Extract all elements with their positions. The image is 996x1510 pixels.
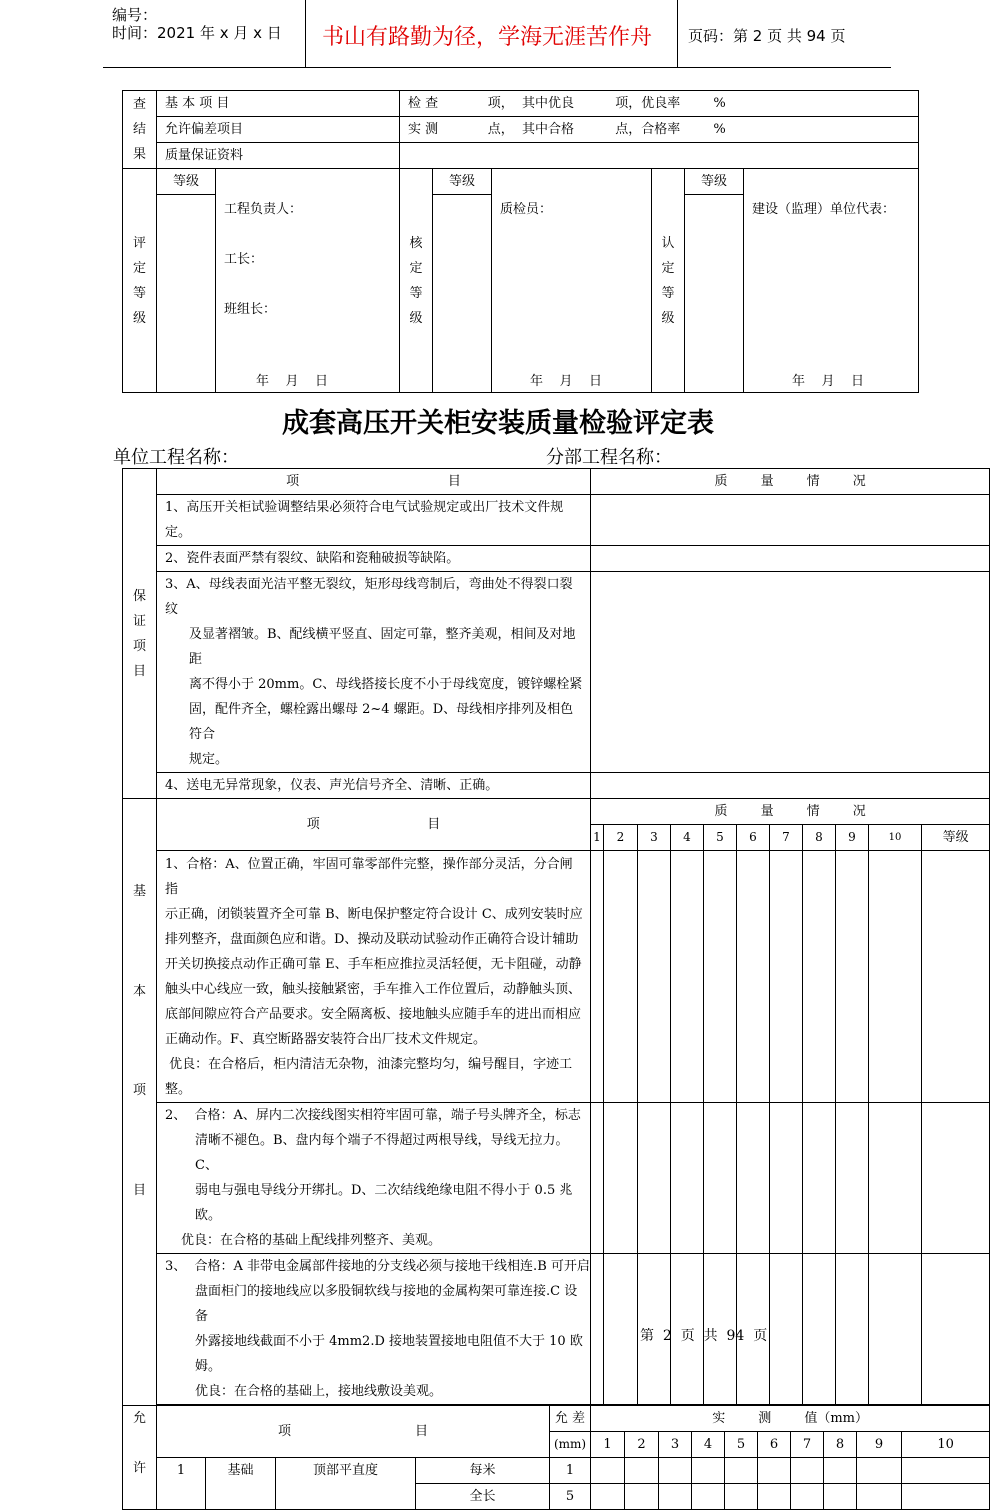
guarantee-item-4: 4、送电无异常现象，仪表、声光信号齐全、清晰、正确。 bbox=[157, 773, 591, 799]
basic-cell bbox=[836, 1103, 869, 1254]
basic-cell bbox=[869, 851, 922, 1103]
tol-cell bbox=[758, 1484, 791, 1510]
basic-cell bbox=[591, 851, 604, 1103]
eval-signatures: 工程负责人： 工长： 班组长： 年 月 日 bbox=[216, 169, 400, 393]
guarantee-quality-header: 质 量 情 况 bbox=[591, 469, 990, 495]
confirm-grade-value bbox=[685, 195, 744, 393]
quality-docs-content bbox=[400, 143, 919, 169]
guarantee-item-2: 2、瓷件表面严禁有裂纹、缺陷和瓷釉破损等缺陷。 bbox=[157, 546, 591, 572]
tol-col-5: 5 bbox=[725, 1432, 758, 1458]
basic-cell bbox=[922, 1254, 990, 1405]
basic-col-5: 5 bbox=[704, 825, 737, 851]
tolerance-sub-value-1: 1 bbox=[550, 1458, 591, 1484]
basic-col-3: 3 bbox=[638, 825, 671, 851]
tol-cell bbox=[692, 1484, 725, 1510]
tol-cell bbox=[725, 1484, 758, 1510]
basic-cell bbox=[737, 1103, 770, 1254]
tolerance-sub-value-2: 5 bbox=[550, 1484, 591, 1510]
basic-cell bbox=[671, 851, 704, 1103]
tol-col-6: 6 bbox=[758, 1432, 791, 1458]
tol-cell bbox=[625, 1458, 659, 1484]
sub-project-label: 分部工程名称： bbox=[546, 447, 672, 468]
basic-col-7: 7 bbox=[770, 825, 803, 851]
tolerance-row-name: 顶部平直度 bbox=[276, 1458, 416, 1510]
basic-cell bbox=[922, 1103, 990, 1254]
tol-col-10: 10 bbox=[902, 1432, 990, 1458]
basic-cell bbox=[869, 1103, 922, 1254]
basic-col-10: 10 bbox=[869, 825, 922, 851]
basic-cell bbox=[591, 1103, 604, 1254]
tol-cell bbox=[591, 1484, 625, 1510]
page-footer: 第 2 页 共 94 页 bbox=[640, 1328, 768, 1344]
guarantee-side-label: 保 证 项 目 bbox=[123, 469, 157, 799]
basic-cell bbox=[922, 851, 990, 1103]
confirm-signatures: 建设（监理）单位代表： 年 月 日 bbox=[744, 169, 919, 393]
basic-cell bbox=[604, 1103, 638, 1254]
tolerance-sub-label-2: 全长 bbox=[416, 1484, 550, 1510]
tol-cell bbox=[591, 1458, 625, 1484]
basic-item-content: 检 查 项， 其中优良 项，优良率 % bbox=[400, 91, 919, 117]
basic-item-3: 3、 合格：A 非带电金属部件接地的分支线必须与接地干线相连.B 可开启 盘面柜门的接地线应以多股铜软线与接地的金属构架可靠连接.C 设备 外露接地线截面不小于 4mm2.D 接地装置接地电阻值不大于 10 欧姆。 优良：在合格的基础上，接地线敷设美观。 bbox=[157, 1254, 591, 1405]
tolerance-row-no: 1 bbox=[157, 1458, 206, 1510]
tol-cell bbox=[857, 1484, 902, 1510]
basic-item-header: 项 目 bbox=[157, 799, 591, 851]
tol-cell bbox=[902, 1458, 990, 1484]
basic-cell bbox=[803, 851, 836, 1103]
quality-table bbox=[122, 468, 990, 1510]
guarantee-quality-3 bbox=[591, 572, 990, 773]
tol-col-9: 9 bbox=[857, 1432, 902, 1458]
basic-col-2: 2 bbox=[604, 825, 638, 851]
guarantee-item-1: 1、高压开关柜试验调整结果必须符合电气试验规定或出厂技术文件规定。 bbox=[157, 495, 591, 546]
tolerance-sub-label-1: 每米 bbox=[416, 1458, 550, 1484]
basic-cell bbox=[770, 851, 803, 1103]
basic-item-1: 1、合格：A、位置正确，牢固可靠零部件完整，操作部分灵活，分合闸指 示正确，闭锁装置齐全可靠 B、断电保护整定符合设计 C、成列安装时应 排列整齐，盘面颜色应和谐。D、操动及联动试验动作正确符合设计辅助 开关切换接点动作正确可靠 E、手车柜应推拉灵活轻便，无卡阻碰，动静 触头中心线应一致，触头接触紧密，手车推入工作位置后，动静触头顶、 底部间隙应符合产品要求。安全隔离板、接地触头应随手车的进出而相应 正确动作。F、真空断路器安装符合出厂技术文件规定。 优良：在合格后，柜内清洁无杂物，油漆完整均匀，编号醒目，字迹工 整。 bbox=[157, 851, 591, 1103]
tol-cell bbox=[824, 1484, 857, 1510]
tol-cell bbox=[902, 1484, 990, 1510]
tol-cell bbox=[625, 1484, 659, 1510]
basic-cell bbox=[704, 1103, 737, 1254]
tol-cell bbox=[791, 1484, 824, 1510]
basic-col-1: 1 bbox=[591, 825, 604, 851]
guarantee-item-3: 3、A、母线表面光洁平整无裂纹，矩形母线弯制后，弯曲处不得裂口裂纹 及显著褶皱。B、配线横平竖直、固定可靠，整齐美观，相间及对地距 离不得小于 20mm。C、母线搭接长度不小于母线宽度，镀锌螺栓紧 固，配件齐全，螺栓露出螺母 2~4 螺距。D、母线相序排列及相色符合 规定。 bbox=[157, 572, 591, 773]
basic-cell bbox=[591, 1254, 604, 1405]
basic-cell bbox=[604, 851, 638, 1103]
guarantee-quality-1 bbox=[591, 495, 990, 546]
unit-project-label: 单位工程名称： bbox=[113, 447, 239, 468]
tol-cell bbox=[824, 1458, 857, 1484]
basic-cell bbox=[869, 1254, 922, 1405]
basic-cell bbox=[737, 851, 770, 1103]
tol-cell bbox=[725, 1458, 758, 1484]
basic-cell bbox=[704, 851, 737, 1103]
basic-col-9: 9 bbox=[836, 825, 869, 851]
quality-docs-label: 质量保证资料 bbox=[157, 143, 400, 169]
verify-signatures: 质检员： 年 月 日 bbox=[492, 169, 652, 393]
tolerance-measured-header: 实 测 值（mm） bbox=[591, 1406, 990, 1432]
basic-cell bbox=[836, 1254, 869, 1405]
tol-cell bbox=[791, 1458, 824, 1484]
basic-cell bbox=[638, 851, 671, 1103]
tolerance-unit-header: (mm) bbox=[550, 1432, 591, 1458]
tolerance-side-label: 允 许 bbox=[123, 1406, 157, 1510]
basic-cell bbox=[836, 851, 869, 1103]
basic-item-label: 基 本 项 目 bbox=[157, 91, 400, 117]
tol-col-4: 4 bbox=[692, 1432, 725, 1458]
tolerance-row-category: 基础 bbox=[206, 1458, 276, 1510]
basic-col-8: 8 bbox=[803, 825, 836, 851]
confirm-grade-label: 认 定 等 级 bbox=[652, 169, 685, 393]
basic-side-label: 基 本 项 目 bbox=[123, 799, 157, 1406]
basic-col-4: 4 bbox=[671, 825, 704, 851]
tol-col-8: 8 bbox=[824, 1432, 857, 1458]
eval-grade-label: 评 定 等 级 bbox=[123, 169, 157, 393]
tol-cell bbox=[758, 1458, 791, 1484]
eval-grade-value bbox=[157, 195, 216, 393]
tolerance-item-header: 项 目 bbox=[157, 1406, 550, 1458]
tol-col-3: 3 bbox=[659, 1432, 692, 1458]
tol-cell bbox=[659, 1484, 692, 1510]
confirm-grade-header: 等级 bbox=[685, 169, 744, 195]
verify-grade-header: 等级 bbox=[433, 169, 492, 195]
page-title: 成套高压开关柜安装质量检验评定表 bbox=[282, 408, 714, 439]
time-label: 时间：2021 年 x 月 x 日 bbox=[112, 24, 282, 42]
basic-cell bbox=[671, 1103, 704, 1254]
serial-label: 编号： bbox=[112, 6, 158, 24]
tol-col-1: 1 bbox=[591, 1432, 625, 1458]
basic-cell bbox=[770, 1254, 803, 1405]
basic-cell bbox=[604, 1254, 638, 1405]
basic-cell bbox=[638, 1103, 671, 1254]
top-result-table bbox=[122, 90, 919, 393]
basic-item-2: 2、 合格：A、屏内二次接线图实相符牢固可靠，端子号头牌齐全，标志 清晰不褪色。B、盘内每个端子不得超过两根导线，导线无拉力。C、 弱电与强电导线分开绑扎。D、二次结线绝缘电阻不得小于 0.5 兆欧。 优良：在合格的基础上配线排列整齐、美观。 bbox=[157, 1103, 591, 1254]
motto: 书山有路勤为径，学海无涯苦作舟 bbox=[322, 25, 653, 50]
tol-cell bbox=[692, 1458, 725, 1484]
verify-grade-label: 核 定 等 级 bbox=[400, 169, 433, 393]
tol-col-7: 7 bbox=[791, 1432, 824, 1458]
verify-grade-value bbox=[433, 195, 492, 393]
guarantee-quality-4 bbox=[591, 773, 990, 799]
tol-cell bbox=[857, 1458, 902, 1484]
tol-col-2: 2 bbox=[625, 1432, 659, 1458]
guarantee-quality-2 bbox=[591, 546, 990, 572]
guarantee-item-header: 项 目 bbox=[157, 469, 591, 495]
eval-grade-header: 等级 bbox=[157, 169, 216, 195]
tolerance-allow-header: 允 差 bbox=[550, 1406, 591, 1432]
basic-col-6: 6 bbox=[737, 825, 770, 851]
basic-grade-header: 等级 bbox=[922, 825, 990, 851]
basic-cell bbox=[803, 1103, 836, 1254]
tolerance-item-content: 实 测 点， 其中合格 点，合格率 % bbox=[400, 117, 919, 143]
tolerance-item-label: 允许偏差项目 bbox=[157, 117, 400, 143]
basic-quality-header: 质 量 情 况 bbox=[591, 799, 990, 825]
page-label: 页码：第 2 页 共 94 页 bbox=[688, 27, 846, 45]
basic-cell bbox=[770, 1103, 803, 1254]
basic-cell bbox=[803, 1254, 836, 1405]
check-result-label: 查 结 果 bbox=[123, 91, 157, 169]
tol-cell bbox=[659, 1458, 692, 1484]
